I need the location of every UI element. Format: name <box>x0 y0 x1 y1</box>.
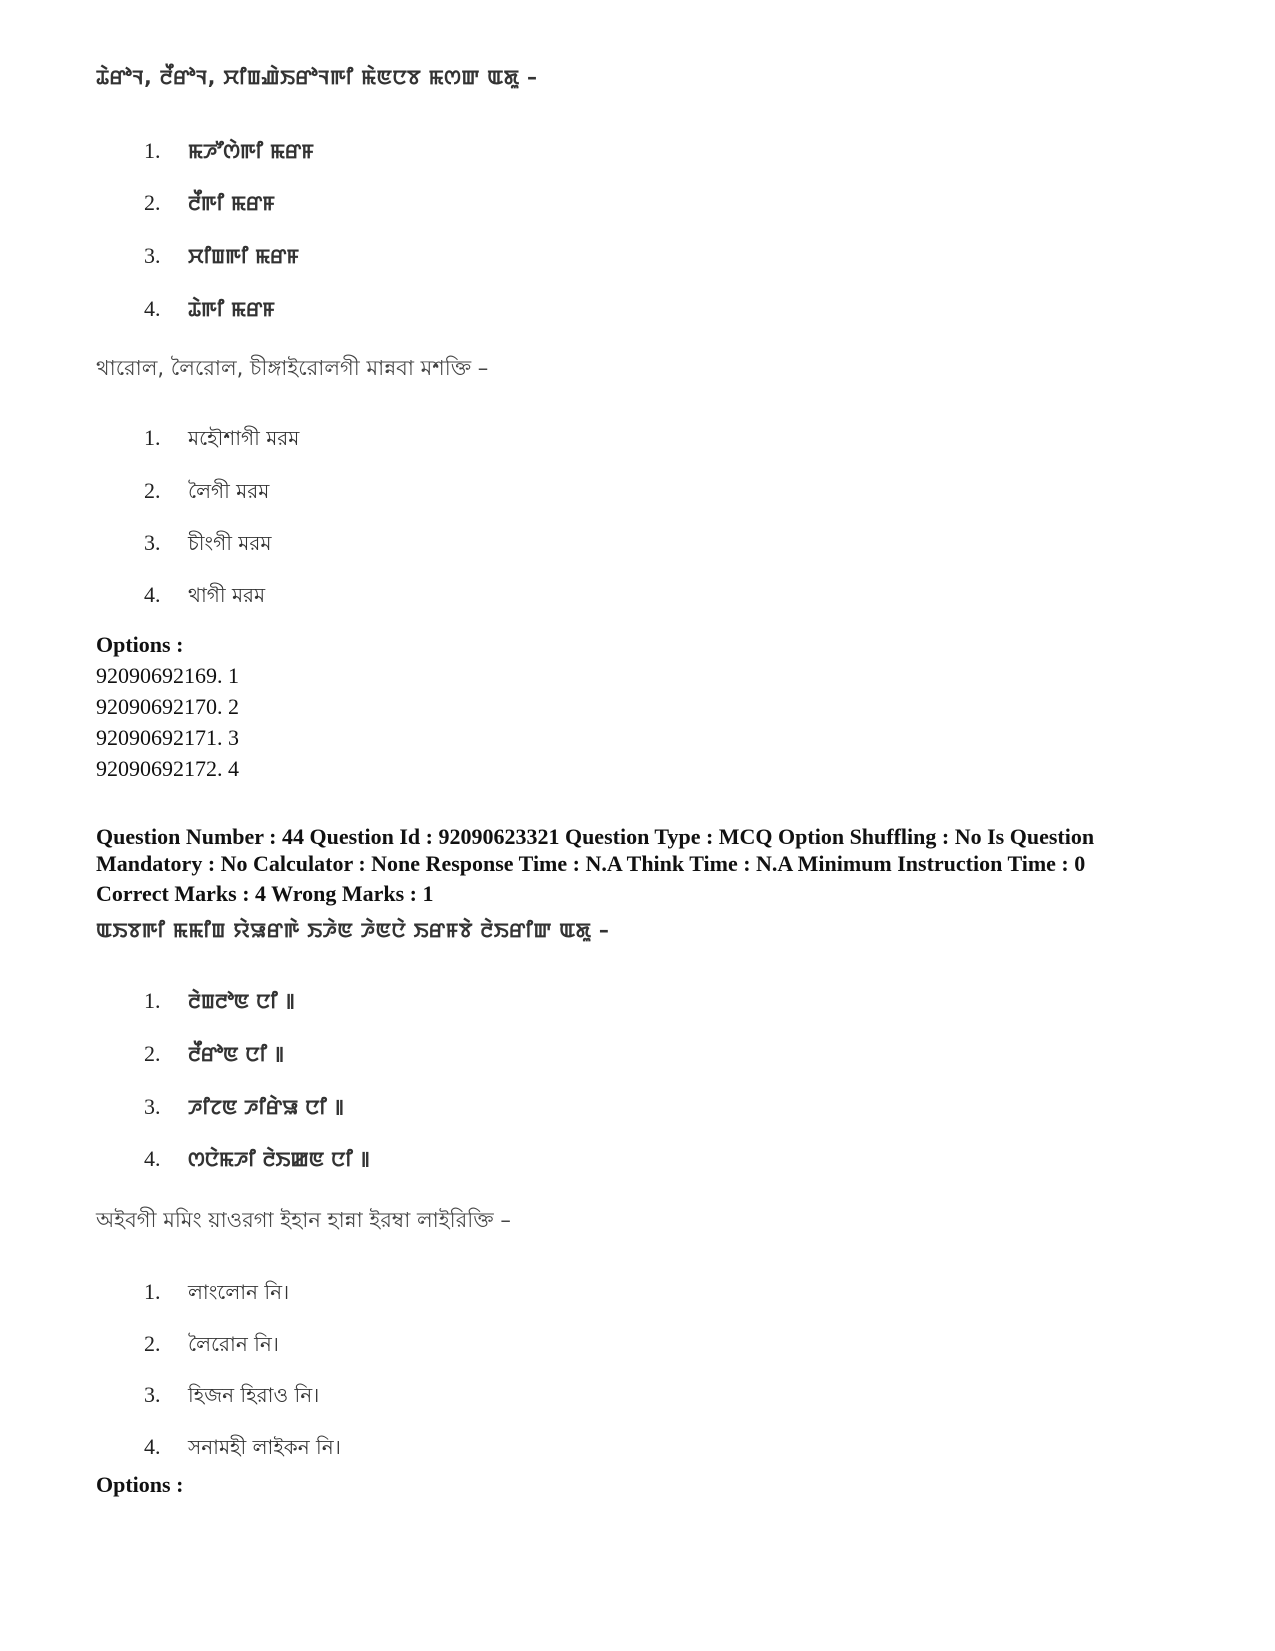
option-item <box>144 138 314 165</box>
option-item <box>144 1041 284 1068</box>
option-item <box>144 424 299 457</box>
option-number: 2. <box>144 190 161 215</box>
question-text-meitei: ꯑꯏꯕꯒꯤ ꯃꯃꯤꯡ ꯌꯥꯎꯔꯒꯥ ꯏꯍꯥꯟ ꯍꯥꯟꯅꯥ ꯏꯔꯝꯕꯥ ꯂꯥꯏꯔꯤꯛ ꯑꯗꯨ – <box>96 918 610 942</box>
answer-option-id: 92090692170. 2 <box>96 694 239 719</box>
option-text: ꯂꯩꯔꯣꯟ ꯅꯤ ꯫ <box>188 1042 285 1066</box>
option-number: 1. <box>144 138 161 163</box>
option-number: 1. <box>144 1279 161 1304</box>
option-text: ꯂꯥꯡꯂꯣꯟ ꯅꯤ ꯫ <box>188 989 295 1013</box>
option-number: 4. <box>144 582 161 607</box>
option-text: থাগী মরম <box>188 583 266 607</box>
option-item <box>144 529 272 562</box>
options-label: Options : <box>96 1472 184 1497</box>
option-item <box>144 190 275 217</box>
option-number: 3. <box>144 1094 161 1119</box>
option-number: 4. <box>144 296 161 321</box>
option-item <box>144 1094 344 1121</box>
option-text: লৈরোন নি। <box>188 1332 279 1356</box>
option-text: ꯁꯅꯥꯃꯍꯤ ꯂꯥꯏꯀꯟ ꯅꯤ ꯫ <box>188 1147 370 1171</box>
option-item <box>144 1433 341 1466</box>
option-item <box>144 988 295 1015</box>
question-text-meitei: ꯊꯥꯔꯣꯜ, ꯂꯩꯔꯣꯜ, ꯆꯤꯡꯉꯥꯏꯔꯣꯜꯒꯤ ꯃꯥꯟꯅꯕ ꯃꯁꯛ ꯑꯗꯨ – <box>96 65 538 89</box>
option-text: ꯊꯥꯒꯤ ꯃꯔꯝ <box>188 297 276 321</box>
option-number: 3. <box>144 530 161 555</box>
answer-option-id: 92090692171. 3 <box>96 725 239 750</box>
option-item <box>144 1330 279 1363</box>
option-number: 1. <box>144 425 161 450</box>
option-number: 3. <box>144 243 161 268</box>
option-text: লাংলোন নি। <box>188 1280 290 1304</box>
question-text-bengali: অইবগী মমিং য়াওরগা ইহান হান্না ইরম্বা লাইরিক্তি – <box>96 1208 511 1232</box>
option-number: 2. <box>144 1041 161 1066</box>
option-number: 2. <box>144 478 161 503</box>
option-item <box>144 477 269 510</box>
option-item <box>144 1146 370 1173</box>
option-text: মহৌশাগী মরম <box>188 426 300 450</box>
answer-option-id: 92090692169. 1 <box>96 663 239 688</box>
answer-option-id: 92090692172. 4 <box>96 756 239 781</box>
option-text: ꯂꯩꯒꯤ ꯃꯔꯝ <box>188 191 275 215</box>
option-number: 4. <box>144 1146 161 1171</box>
option-item <box>144 1278 289 1311</box>
option-text: হিজন হিরাও নি। <box>188 1383 320 1407</box>
option-text: ꯃꯍꯧꯁꯥꯒꯤ ꯃꯔꯝ <box>188 139 314 163</box>
option-number: 1. <box>144 988 161 1013</box>
question-text-bengali: থারোল, লৈরোল, চীঙ্গাইরোলগী মান্নবা মশক্তি – <box>96 356 489 380</box>
option-number: 4. <box>144 1434 161 1459</box>
option-text: সনামহী লাইকন নি। <box>188 1435 341 1459</box>
option-item <box>144 243 299 270</box>
options-label: Options : <box>96 632 184 657</box>
option-number: 3. <box>144 1382 161 1407</box>
option-text: ꯆꯤꯡꯒꯤ ꯃꯔꯝ <box>188 244 300 268</box>
option-item <box>144 581 265 614</box>
option-text: ꯍꯤꯖꯟ ꯍꯤꯔꯥꯎ ꯅꯤ ꯫ <box>188 1095 344 1119</box>
option-item <box>144 1381 319 1414</box>
marks-info: Correct Marks : 4 Wrong Marks : 1 <box>96 881 434 906</box>
option-number: 2. <box>144 1331 161 1356</box>
option-item <box>144 296 275 323</box>
option-text: চীংগী মরম <box>188 531 272 555</box>
question-meta: Question Number : 44 Question Id : 92090623321 Question Type : MCQ Option Shuffling : No Is Question Mandatory : No Calculator : None Response Time : N.A Think Time : N.A Minimum Instruction Time : 0 <box>96 824 1095 876</box>
option-text: লৈগী মরম <box>188 479 270 503</box>
